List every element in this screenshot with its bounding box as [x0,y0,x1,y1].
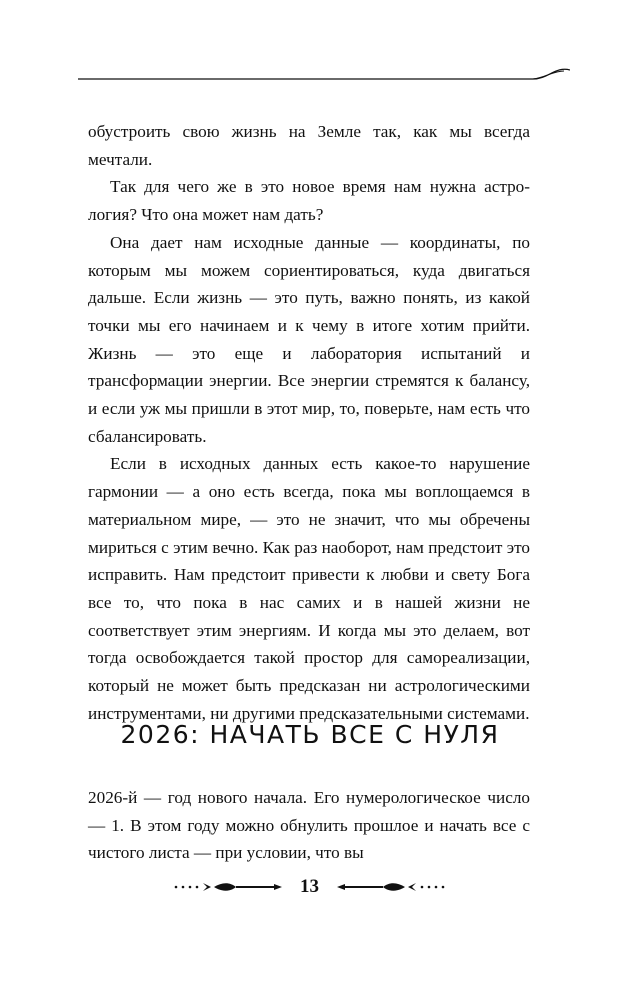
paragraph-2: Так для чего же в это новое время нам нужна астрология? Что она может нам дать? [88,177,530,225]
paragraph-5: 2026-й — год нового начала. Его нумерологическое число — 1. В этом году можно обнулить прошлое и начать все с чистого листа — при условии, что вы [88,788,530,863]
footer-ornament-left-icon [170,880,290,894]
section-title: 2026: НАЧАТЬ ВСЕ С НУЛЯ [120,720,500,749]
paragraph-3: Она дает нам исходные данные — координаты, по которым мы можем сориентироваться, куда двигаться дальше. Если жизнь — это путь, важно понять, из какой точки мы его начинаем и к чему в итоге хотим прийти. Жизнь — это еще и лаборатория испытаний и трансформации энергии. Все энергии стремятся к балансу, и если уж мы пришли в этот мир, то, поверьте, нам есть что сбалансировать. [88,232,530,446]
bottom-text-block [88,784,530,867]
page-number: 13 [300,876,319,897]
header-rule [78,62,570,84]
paragraph-4: Если в исходных данных есть какое-то нарушение гармонии — а оно есть всегда, пока мы воплощаемся в материальном мире, — это не значит, что мы обречены мириться с этим вечно. Как раз наоборот, нам предстоит это исправить. Нам предстоит привести к любви и свету Бога все то, что пока в нас самих и в нашей жизни не соответствует этим энергиям. И когда мы это делаем, вот тогда освобождается такой простор для самореализации, который не может быть предсказан ни астрологическими инструментами, ни другими предсказательными системами. [88,454,530,723]
top-text-block [88,118,530,727]
paragraph-1: обустроить свою жизнь на Земле так, как мы всегда мечтали. [88,122,530,169]
page-footer [0,872,619,902]
footer-ornament-right-icon [329,880,449,894]
